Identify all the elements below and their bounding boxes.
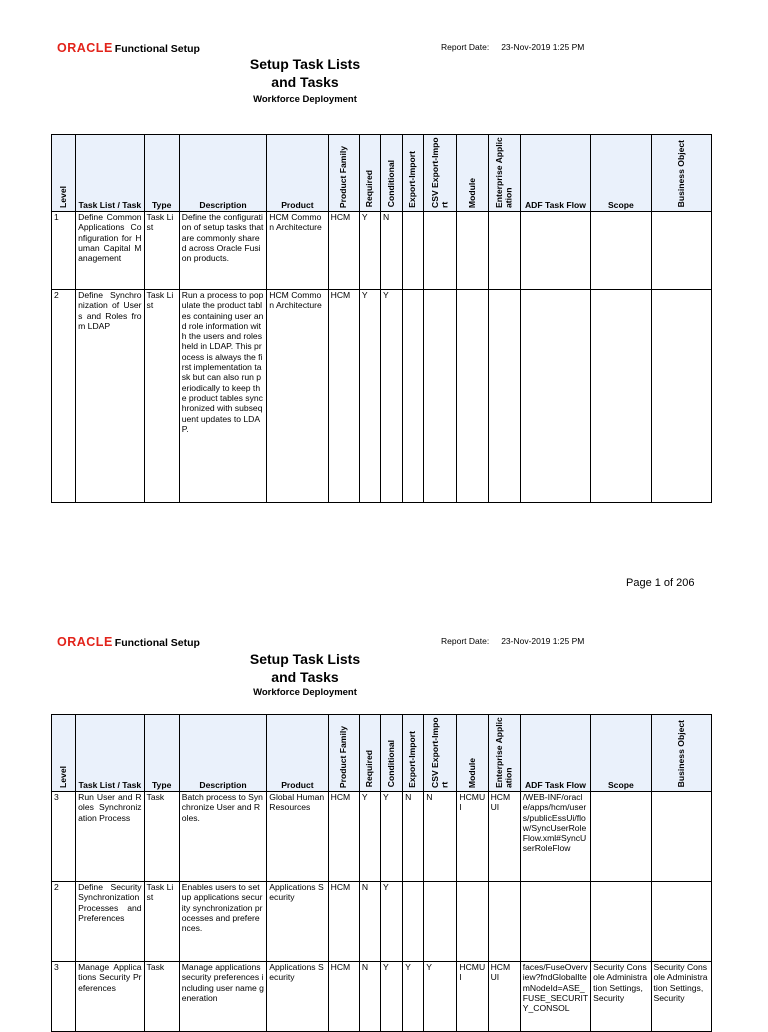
cell-required: Y (359, 290, 380, 503)
col-required: Required (359, 135, 380, 212)
cell-business-object (651, 212, 711, 290)
table-header-row (52, 715, 712, 792)
cell-type: Task (144, 792, 179, 882)
cell-product: HCM Common Architecture (267, 212, 328, 290)
cell-family: HCM (328, 882, 359, 962)
cell-export: Y (403, 962, 424, 1032)
col-scope: Scope (591, 135, 651, 212)
cell-csv (424, 882, 457, 962)
oracle-logo (57, 41, 200, 55)
cell-level: 2 (52, 290, 76, 503)
cell-business-object (651, 792, 711, 882)
report-date-value: 23-Nov-2019 1:25 PM (501, 636, 585, 646)
cell-module: HCMUI (457, 962, 488, 1032)
cell-export (403, 212, 424, 290)
page-title (0, 55, 610, 91)
col-enterprise-app: Enterprise Application (488, 715, 520, 792)
cell-csv (424, 290, 457, 503)
cell-product: Global Human Resources (267, 792, 328, 882)
report-date (441, 42, 584, 52)
cell-family: HCM (328, 792, 359, 882)
cell-module (457, 290, 488, 503)
page-subtitle: Workforce Deployment (253, 687, 357, 698)
cell-description: Batch process to Synchronize User and Roles. (179, 792, 267, 882)
report-page-2 (0, 594, 768, 1024)
cell-level: 3 (52, 962, 76, 1032)
cell-export (403, 882, 424, 962)
cell-app (488, 290, 520, 503)
cell-task: Manage Applications Security Preferences (76, 962, 144, 1032)
col-product: Product (267, 715, 328, 792)
table-row (52, 792, 712, 882)
cell-level: 3 (52, 792, 76, 882)
cell-conditional: N (380, 212, 402, 290)
cell-adf (520, 882, 590, 962)
cell-description: Manage applications security preferences including user name generation (179, 962, 267, 1032)
cell-product: HCM Common Architecture (267, 290, 328, 503)
cell-app (488, 212, 520, 290)
col-adf: ADF Task Flow (520, 715, 590, 792)
oracle-logo-brand: ORACLE (57, 635, 113, 649)
cell-required: Y (359, 212, 380, 290)
cell-type: Task (144, 962, 179, 1032)
cell-type: Task List (144, 882, 179, 962)
col-type: Type (144, 715, 179, 792)
cell-description: Enables users to setup applications security synchronization processes and preferences. (179, 882, 267, 962)
cell-adf (520, 290, 590, 503)
oracle-logo-brand: ORACLE (57, 41, 113, 55)
title-line-2: and Tasks (271, 74, 339, 90)
col-export-import: Export-Import (403, 715, 424, 792)
col-module: Module (457, 715, 488, 792)
col-level: Level (52, 135, 76, 212)
col-required: Required (359, 715, 380, 792)
cell-family: HCM (328, 212, 359, 290)
cell-scope: Security Console Administration Settings,Security (591, 962, 651, 1032)
cell-type: Task List (144, 290, 179, 503)
col-level: Level (52, 715, 76, 792)
cell-type: Task List (144, 212, 179, 290)
report-date-value: 23-Nov-2019 1:25 PM (501, 42, 585, 52)
oracle-logo (57, 635, 200, 649)
cell-product: Applications Security (267, 962, 328, 1032)
cell-export (403, 290, 424, 503)
cell-business-object: Security Console Administration Settings, Security (651, 962, 711, 1032)
table-row (52, 212, 712, 290)
cell-description: Define the configuration of setup tasks that are commonly shared across Oracle Fusion products. (179, 212, 267, 290)
cell-family: HCM (328, 290, 359, 503)
cell-task: Define Common Applications Configuration for Human Capital Management (76, 212, 144, 290)
title-line-2: and Tasks (271, 669, 339, 685)
col-product: Product (267, 135, 328, 212)
cell-business-object (651, 290, 711, 503)
col-export-import: Export-Import (403, 135, 424, 212)
report-date (441, 636, 584, 646)
col-scope: Scope (591, 715, 651, 792)
title-line-1: Setup Task Lists (249, 56, 361, 72)
col-description: Description (179, 715, 267, 792)
cell-conditional: Y (380, 962, 402, 1032)
table-row (52, 882, 712, 962)
col-business-object: Business Object (651, 135, 711, 212)
table-header-row (52, 135, 712, 212)
cell-csv: N (424, 792, 457, 882)
title-line-1: Setup Task Lists (249, 651, 361, 667)
cell-csv: Y (424, 962, 457, 1032)
cell-scope (591, 882, 651, 962)
page-subtitle: Workforce Deployment (253, 94, 357, 105)
cell-csv (424, 212, 457, 290)
cell-app (488, 882, 520, 962)
col-product-family: Product Family (328, 135, 359, 212)
table-row (52, 962, 712, 1032)
cell-adf: /WEB-INF/oracle/apps/hcm/users/publicEssUi/flow/SyncUserRoleFlow.xml#SyncUserRoleFlow (520, 792, 590, 882)
cell-description: Run a process to populate the product tables containing user and role information with the users and roles held in LDAP. This process is always the first implementation task but can also run periodically to keep the product tables synchronized with subsequent updates to LDAP. (179, 290, 267, 503)
col-type: Type (144, 135, 179, 212)
col-task: Task List / Task (76, 715, 144, 792)
col-adf: ADF Task Flow (520, 135, 590, 212)
col-enterprise-app: Enterprise Application (488, 135, 520, 212)
col-business-object: Business Object (651, 715, 711, 792)
task-table (51, 134, 712, 503)
cell-adf: faces/FuseOverview?fndGlobalItemNodeId=ASE_FUSE_SECURITY_CONSOL (520, 962, 590, 1032)
logo-text: Functional Setup (114, 637, 200, 649)
cell-level: 2 (52, 882, 76, 962)
table-row (52, 290, 712, 503)
col-product-family: Product Family (328, 715, 359, 792)
cell-scope (591, 212, 651, 290)
cell-export: N (403, 792, 424, 882)
cell-required: Y (359, 792, 380, 882)
logo-text: Functional Setup (114, 43, 200, 55)
cell-product: Applications Security (267, 882, 328, 962)
cell-required: N (359, 882, 380, 962)
task-table (51, 714, 712, 1032)
cell-conditional: Y (380, 290, 402, 503)
cell-module: HCMUI (457, 792, 488, 882)
cell-family: HCM (328, 962, 359, 1032)
col-csv: CSV Export-Import (424, 135, 457, 212)
cell-required: N (359, 962, 380, 1032)
col-csv: CSV Export-Import (424, 715, 457, 792)
cell-business-object (651, 882, 711, 962)
cell-conditional: Y (380, 882, 402, 962)
col-conditional: Conditional (380, 715, 402, 792)
cell-task: Define Security Synchronization Processes and Preferences (76, 882, 144, 962)
report-date-label: Report Date: (441, 636, 490, 646)
col-description: Description (179, 135, 267, 212)
cell-level: 1 (52, 212, 76, 290)
cell-conditional: Y (380, 792, 402, 882)
cell-task: Run User and Roles Synchronization Process (76, 792, 144, 882)
cell-task: Define Synchronization of Users and Roles from LDAP (76, 290, 144, 503)
report-date-label: Report Date: (441, 42, 490, 52)
cell-app: HCM UI (488, 962, 520, 1032)
col-module: Module (457, 135, 488, 212)
cell-adf (520, 212, 590, 290)
cell-app: HCM UI (488, 792, 520, 882)
cell-module (457, 882, 488, 962)
col-conditional: Conditional (380, 135, 402, 212)
page-number: Page 1 of 206 (626, 577, 695, 589)
col-task: Task List / Task (76, 135, 144, 212)
cell-module (457, 212, 488, 290)
cell-scope (591, 290, 651, 503)
cell-scope (591, 792, 651, 882)
page-title (0, 650, 610, 686)
